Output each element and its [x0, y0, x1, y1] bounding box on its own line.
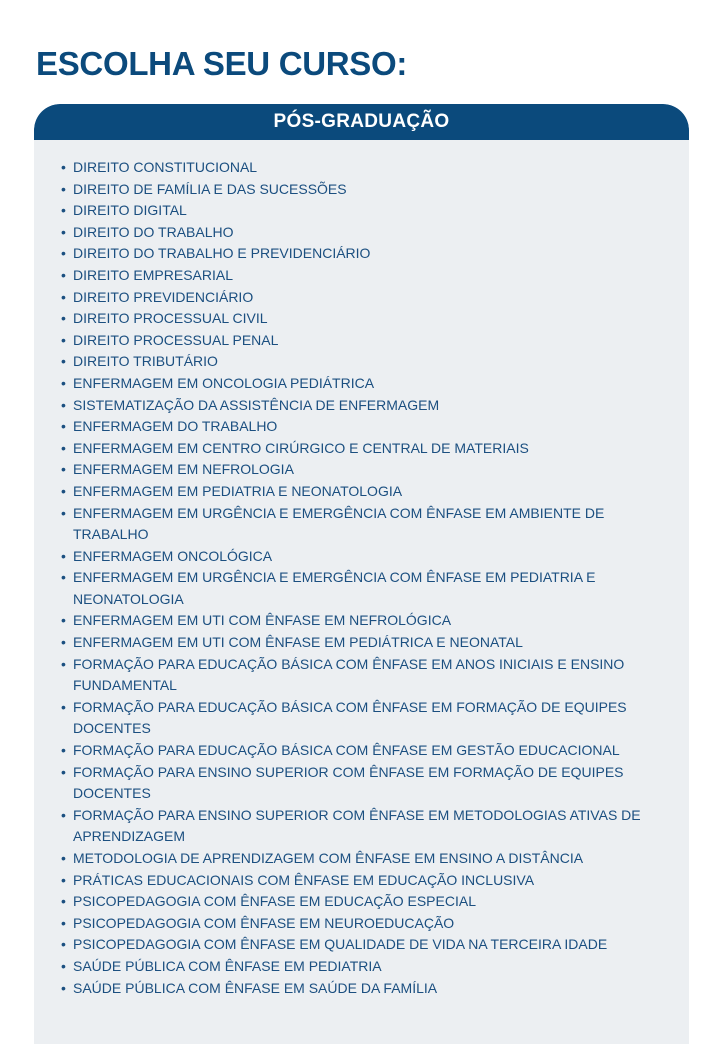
- course-item: • PSICOPEDAGOGIA COM ÊNFASE EM EDUCAÇÃO ESPECIAL: [34, 891, 689, 913]
- course-item: • ENFERMAGEM EM URGÊNCIA E EMERGÊNCIA COM ÊNFASE EM PEDIATRIA E NEONATOLOGIA: [34, 567, 689, 610]
- course-item: • SAÚDE PÚBLICA COM ÊNFASE EM PEDIATRIA: [34, 956, 689, 978]
- course-item: • ENFERMAGEM DO TRABALHO: [34, 416, 689, 438]
- course-item: • SAÚDE PÚBLICA COM ÊNFASE EM SAÚDE DA FAMÍLIA: [34, 978, 689, 1000]
- course-item: • ENFERMAGEM EM UTI COM ÊNFASE EM NEFROLÓGICA: [34, 610, 689, 632]
- course-item: • FORMAÇÃO PARA EDUCAÇÃO BÁSICA COM ÊNFASE EM GESTÃO EDUCACIONAL: [34, 740, 689, 762]
- course-item: • ENFERMAGEM ONCOLÓGICA: [34, 546, 689, 568]
- course-item: • ENFERMAGEM EM PEDIATRIA E NEONATOLOGIA: [34, 481, 689, 503]
- course-item: • PSICOPEDAGOGIA COM ÊNFASE EM NEUROEDUCAÇÃO: [34, 913, 689, 935]
- course-item: • DIREITO DO TRABALHO: [34, 222, 689, 244]
- course-item: • ENFERMAGEM EM UTI COM ÊNFASE EM PEDIÁTRICA E NEONATAL: [34, 632, 689, 654]
- course-item: • ENFERMAGEM EM CENTRO CIRÚRGICO E CENTRAL DE MATERIAIS: [34, 438, 689, 460]
- course-item: • DIREITO TRIBUTÁRIO: [34, 351, 689, 373]
- course-item: • ENFERMAGEM EM ONCOLOGIA PEDIÁTRICA: [34, 373, 689, 395]
- course-item: • DIREITO DO TRABALHO E PREVIDENCIÁRIO: [34, 243, 689, 265]
- course-panel: [34, 104, 689, 1044]
- course-list: [34, 140, 689, 999]
- course-item: • DIREITO CONSTITUCIONAL: [34, 157, 689, 179]
- course-item: • ENFERMAGEM EM URGÊNCIA E EMERGÊNCIA COM ÊNFASE EM AMBIENTE DE TRABALHO: [34, 503, 689, 546]
- page-title: ESCOLHA SEU CURSO:: [36, 45, 408, 82]
- section-header: PÓS-GRADUAÇÃO: [34, 104, 689, 140]
- course-item: • DIREITO DIGITAL: [34, 200, 689, 222]
- course-item: • DIREITO EMPRESARIAL: [34, 265, 689, 287]
- course-item: • FORMAÇÃO PARA EDUCAÇÃO BÁSICA COM ÊNFASE EM FORMAÇÃO DE EQUIPES DOCENTES: [34, 697, 689, 740]
- course-item: • DIREITO PREVIDENCIÁRIO: [34, 287, 689, 309]
- course-item: • PRÁTICAS EDUCACIONAIS COM ÊNFASE EM EDUCAÇÃO INCLUSIVA: [34, 870, 689, 892]
- course-item: • SISTEMATIZAÇÃO DA ASSISTÊNCIA DE ENFERMAGEM: [34, 395, 689, 417]
- course-item: • FORMAÇÃO PARA ENSINO SUPERIOR COM ÊNFASE EM METODOLOGIAS ATIVAS DE APRENDIZAGEM: [34, 805, 689, 848]
- course-item: • ENFERMAGEM EM NEFROLOGIA: [34, 459, 689, 481]
- course-item: • DIREITO PROCESSUAL PENAL: [34, 330, 689, 352]
- course-item: • DIREITO DE FAMÍLIA E DAS SUCESSÕES: [34, 179, 689, 201]
- course-item: • PSICOPEDAGOGIA COM ÊNFASE EM QUALIDADE DE VIDA NA TERCEIRA IDADE: [34, 934, 689, 956]
- course-item: • DIREITO PROCESSUAL CIVIL: [34, 308, 689, 330]
- course-item: • FORMAÇÃO PARA EDUCAÇÃO BÁSICA COM ÊNFASE EM ANOS INICIAIS E ENSINO FUNDAMENTAL: [34, 654, 689, 697]
- course-item: • FORMAÇÃO PARA ENSINO SUPERIOR COM ÊNFASE EM FORMAÇÃO DE EQUIPES DOCENTES: [34, 762, 689, 805]
- course-item: • METODOLOGIA DE APRENDIZAGEM COM ÊNFASE EM ENSINO A DISTÂNCIA: [34, 848, 689, 870]
